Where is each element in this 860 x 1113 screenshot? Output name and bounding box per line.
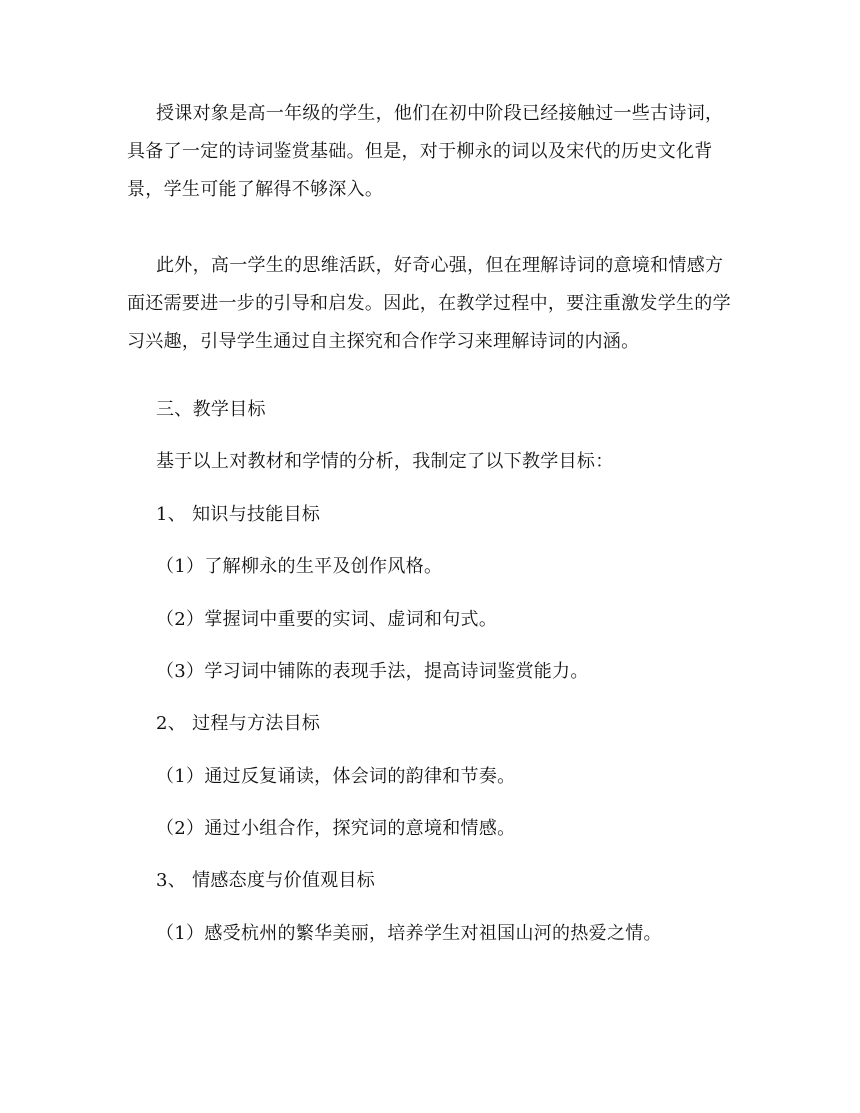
paragraph-student-background: 授课对象是高一年级的学生，他们在初中阶段已经接触过一些古诗词，具备了一定的诗词鉴赏基础。但是，对于柳永的词以及宋代的历史文化背景，学生可能了解得不够深入。 xyxy=(127,103,724,200)
goal-item: （2）掌握词中重要的实词、虚词和句式。 xyxy=(156,609,498,630)
goal-item: （3）学习词中铺陈的表现手法，提高诗词鉴赏能力。 xyxy=(156,661,589,682)
goals-intro: 基于以上对教材和学情的分析，我制定了以下教学目标： xyxy=(156,451,614,472)
goal-item: （2）通过小组合作，探究词的意境和情感。 xyxy=(156,818,516,839)
goal-item: （1）感受杭州的繁华美丽，培养学生对祖国山河的热爱之情。 xyxy=(156,923,662,944)
goal-heading-process: 2、 过程与方法目标 xyxy=(156,713,321,734)
goal-item: （1）通过反复诵读，体会词的韵律和节奏。 xyxy=(156,766,516,787)
goal-heading-values: 3、 情感态度与价值观目标 xyxy=(156,870,376,891)
goal-heading-knowledge: 1、 知识与技能目标 xyxy=(156,504,321,525)
section-heading: 三、教学目标 xyxy=(156,399,266,420)
goal-item: （1）了解柳永的生平及创作风格。 xyxy=(156,556,443,577)
paragraph-student-traits: 此外，高一学生的思维活跃，好奇心强，但在理解诗词的意境和情感方面还需要进一步的引导和启发。因此，在教学过程中，要注重激发学生的学习兴趣，引导学生通过自主探究和合作学习来理解诗词的内涵。 xyxy=(127,255,731,352)
